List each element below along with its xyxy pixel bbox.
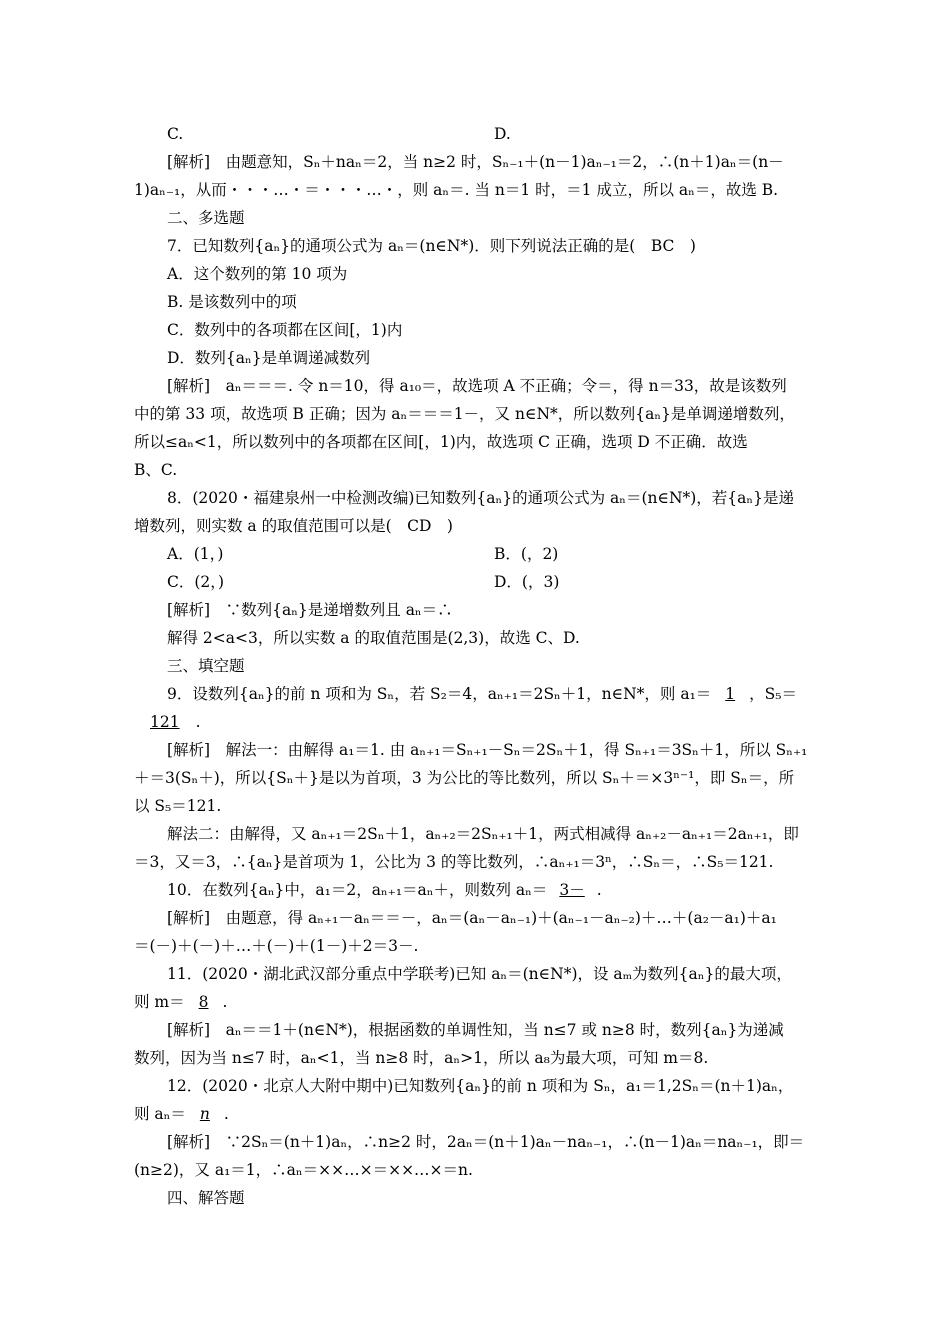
option-b: B. 是该数列中的项 xyxy=(167,293,297,311)
solution-line: 以 S₅＝121. xyxy=(134,797,222,815)
solution-line: 中的第 33 项，故选项 B 正确；因为 aₙ＝＝＝1－，又 n∈N*，所以数列{aₙ}是单调递增数列， xyxy=(134,405,795,423)
text-line: [解析] 由题意知，Sₙ＋naₙ＝2，当 n≥2 时，Sₙ₋₁＋(n－1)aₙ₋₁＝2，∴(n＋1)aₙ＝(n－ xyxy=(167,153,784,171)
solution-line: [解析] 由题意，得 aₙ₊₁－aₙ＝＝－，aₙ＝(aₙ－aₙ₋₁)＋(aₙ₋₁－aₙ₋₂)＋…＋(a₂－a₁)＋a₁ xyxy=(167,909,777,927)
option-c: C. xyxy=(167,125,184,143)
question-10: 10．在数列{aₙ}中，a₁＝2，aₙ₊₁＝aₙ＋，则数列 aₙ＝ 3－ . xyxy=(167,881,602,899)
solution-line: 解得 2<a<3，所以实数 a 的取值范围是(2,3)，故选 C、D. xyxy=(167,629,580,647)
solution-line: 解法二：由解得，又 aₙ₊₁＝2Sₙ＋1，aₙ₊₂＝2Sₙ₊₁＋1，两式相减得 aₙ₊₂－aₙ₊₁＝2aₙ₊₁，即 xyxy=(167,825,799,843)
question-9: 121 . xyxy=(134,712,201,732)
option-c: C．(2，) xyxy=(167,573,225,591)
solution-line: ＝3，又＝3，∴{aₙ}是首项为 1，公比为 3 的等比数列，∴aₙ₊₁＝3ⁿ，∴Sₙ＝，∴S₅＝121. xyxy=(134,853,774,871)
solution-line: B、C. xyxy=(134,461,178,479)
answer-blank: 8 xyxy=(198,993,209,1011)
question-8: 增数列，则实数 a 的取值范围可以是( CD ) xyxy=(134,517,453,535)
question-11: 则 m＝ 8 . xyxy=(134,993,228,1011)
option-a: A．这个数列的第 10 项为 xyxy=(167,265,348,283)
option-d: D. xyxy=(494,125,511,143)
solution-line: [解析] ∵2Sₙ＝(n＋1)aₙ，∴n≥2 时，2aₙ＝(n＋1)aₙ－naₙ₋₁，∴(n－1)aₙ＝naₙ₋₁，即＝ xyxy=(167,1133,805,1151)
answer-blank: 1 xyxy=(725,685,736,703)
question-9: 9．设数列{aₙ}的前 n 项和为 Sₙ，若 S₂＝4，aₙ₊₁＝2Sₙ＋1，n∈N*，则 a₁＝ 1 ，S₅＝ xyxy=(167,685,797,703)
solution-line: [解析] ∵数列{aₙ}是递增数列且 aₙ＝∴ xyxy=(167,601,453,619)
solution-line: (n≥2)，又 a₁＝1，∴aₙ＝××…×＝××…×＝n. xyxy=(134,1161,473,1179)
question-8: 8．(2020・福建泉州一中检测改编)已知数列{aₙ}的通项公式为 aₙ＝(n∈N*)，若{aₙ}是递 xyxy=(167,489,794,507)
text-line: 1)aₙ₋₁，从而・・・…・＝・・・…・，则 aₙ＝. 当 n＝1 时，＝1 成立，所以 aₙ＝，故选 B. xyxy=(134,181,779,199)
question-11: 11．(2020・湖北武汉部分重点中学联考)已知 aₙ＝(n∈N*)，设 aₘ为数列{aₙ}的最大项， xyxy=(167,965,792,983)
question-12: 12．(2020・北京人大附中期中)已知数列{aₙ}的前 n 项和为 Sₙ，a₁＝1,2Sₙ＝(n＋1)aₙ， xyxy=(167,1077,794,1095)
option-a: A．(1，) xyxy=(167,545,224,563)
answer-blank: 3－ xyxy=(559,881,585,899)
solution-line: 数列，因为当 n≤7 时，aₙ<1，当 n≥8 时，aₙ>1，所以 a₈为最大项，可知 m＝8. xyxy=(134,1049,709,1067)
solution-line: ＝(－)＋(－)＋…＋(－)＋(1－)＋2＝3－. xyxy=(134,937,419,955)
answer-blank: n xyxy=(199,1105,210,1123)
solution-line: [解析] aₙ＝＝1＋(n∈N*)，根据函数的单调性知，当 n≤7 或 n≥8 时，数列{aₙ}为递减 xyxy=(167,1021,784,1039)
option-d: D．数列{aₙ}是单调递减数列 xyxy=(167,349,371,367)
solution-line: [解析] 解法一：由解得 a₁＝1. 由 aₙ₊₁＝Sₙ₊₁－Sₙ＝2Sₙ＋1，得 Sₙ₊₁＝3Sₙ＋1，所以 Sₙ₊₁ xyxy=(167,741,808,759)
option-d: D．(，3) xyxy=(494,573,560,591)
option-b: B．(，2) xyxy=(494,545,559,563)
solution-line: 所以≤aₙ<1，所以数列中的各项都在区间[，1)内，故选项 C 正确，选项 D 不正确．故选 xyxy=(134,433,748,451)
solution-line: ＋＝3(Sₙ＋)，所以{Sₙ＋}是以为首项，3 为公比的等比数列，所以 Sₙ＋＝×3ⁿ⁻¹，即 Sₙ＝，所 xyxy=(134,769,795,787)
question-12: 则 aₙ＝ n . xyxy=(134,1105,229,1123)
question-7: 7．已知数列{aₙ}的通项公式为 aₙ＝(n∈N*)．则下列说法正确的是( BC ) xyxy=(167,237,696,255)
section-heading: 三、填空题 xyxy=(167,657,245,675)
option-c: C．数列中的各项都在区间[，1)内 xyxy=(167,321,403,339)
solution-line: [解析] aₙ＝＝＝. 令 n＝10，得 a₁₀＝，故选项 A 不正确；令＝，得 n＝33，故是该数列 xyxy=(167,377,787,395)
section-heading: 二、多选题 xyxy=(167,209,245,227)
answer-blank: 121 xyxy=(150,713,180,731)
section-heading: 四、解答题 xyxy=(167,1189,245,1207)
